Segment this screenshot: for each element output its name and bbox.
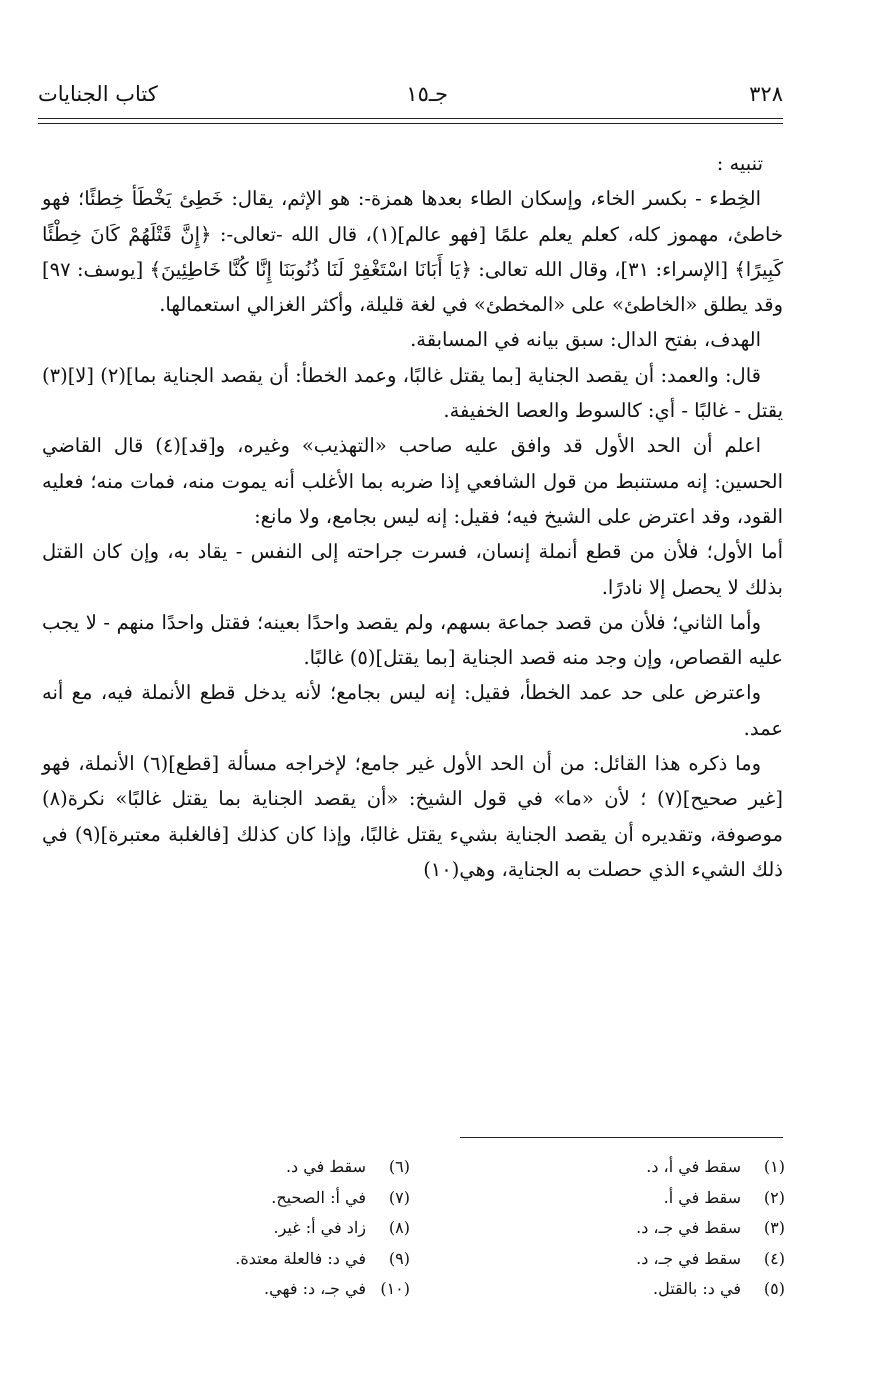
footnote-item: (٧)في أ: الصحيح. <box>271 1187 410 1207</box>
footnote-item: (٢)سقط في أ. <box>663 1187 785 1207</box>
page-number: ٣٢٨ <box>749 82 783 106</box>
paragraph: قال: والعمد: أن يقصد الجناية [بما يقتل غالبًا، وعمد الخطأ: أن يقصد الجناية بما](٢) [لا](٣) يقتل - غالبًا - أي: كالسوط والعصا الخفيفة. <box>42 363 783 423</box>
footnote-item: (٤)سقط في جـ، د. <box>636 1248 785 1268</box>
footnote-item: (٥)في د: بالقتل. <box>653 1279 785 1298</box>
paragraph: الهدف، بفتح الدال: سبق بيانه في المسابقة. <box>410 328 761 352</box>
section-heading: تنبيه : <box>716 152 763 175</box>
footnote-item: (٨)زاد في أ: غير. <box>273 1218 410 1237</box>
book-title: كتاب الجنايات <box>38 82 158 106</box>
footnote-item: (٩)في د: فالعلة معتدة. <box>235 1248 410 1268</box>
footnote-item: (١)سقط في أ، د. <box>646 1157 785 1176</box>
paragraph: أما الأول؛ فلأن من قطع أنملة إنسان، فسرت جراحته إلى النفس - يقاد به، وإن كان القتل بذلك لا يحصل إلا نادرًا. <box>42 540 783 599</box>
main-text <box>42 146 783 887</box>
paragraph: الخِطء - بكسر الخاء، وإسكان الطاء بعدها همزة-: هو الإثم، يقال: خَطِئ يَخْطَأ خِطئًا؛ فهو خاطئ، مهموز كله، كعلم يعلم علمًا [فهو عالم](١)، قال الله -تعالى-: ﴿إِنَّ قَتْلَهُمْ كَانَ خِطْئًا كَبِيرًا﴾ [الإسراء: ٣١]، وقال الله تعالى: ﴿يَا أَبَانَا اسْتَغْفِرْ لَنَا ذُنُوبَنَا إِنَّا كُنَّا خَاطِئِينَ﴾ [يوسف: ٩٧] وقد يطلق «الخاطئ» على «المخطئ» في لغة قليلة، وأكثر الغزالي استعمالها. <box>42 187 784 317</box>
footnote-item: (١٠)في جـ، د: فهي. <box>264 1279 410 1298</box>
paragraph: وما ذكره هذا القائل: من أن الحد الأول غير جامع؛ لإخراجه مسألة [قطع](٦) الأنملة، فهو [غير صحيح](٧) ؛ لأن «ما» في قول الشيخ: «أن يقصد الجناية بما يقتل غالبًا» نكرة(٨) موصوفة، وتقديره أن يقصد الجناية بشيء يقتل غالبًا، وإذا كان كذلك [فالغلبة معتبرة](٩) في ذلك الشيء الذي حصلت به الجناية، وهي(١٠) <box>42 752 783 881</box>
footnote-item: (٦)سقط في د. <box>285 1157 410 1176</box>
page-header <box>38 78 783 114</box>
paragraph: وأما الثاني؛ فلأن من قصد جماعة بسهم، ولم يقصد واحدًا بعينه؛ فقتل واحدًا منهم - لا يجب عليه القصاص، وإن وجد منه قصد الجناية [بما يقتل](٥) غالبًا. <box>42 610 783 670</box>
volume-label: جـ١٥ <box>406 82 448 106</box>
footnotes-right-column <box>485 1152 785 1305</box>
footnote-separator <box>460 1137 783 1138</box>
footnotes-left-column <box>110 1152 410 1305</box>
paragraph: واعترض على حد عمد الخطأ، فقيل: إنه ليس بجامع؛ لأنه يدخل قطع الأنملة فيه، مع أنه عمد. <box>42 681 783 740</box>
paragraph: اعلم أن الحد الأول قد وافق عليه صاحب «التهذيب» وغيره، و[قد](٤) قال القاضي الحسين: إنه مستنبط من قول الشافعي إذا ضربه بما الأغلب أنه يموت منه، فمات منه؛ فعليه القود، وقد اعترض على الشيخ فيه؛ فقيل: إنه ليس بجامع، ولا مانع: <box>42 434 783 528</box>
footnote-item: (٣)سقط في جـ، د. <box>636 1218 785 1237</box>
header-rule-top <box>38 118 783 119</box>
footnotes <box>180 1152 785 1312</box>
header-rule-bottom <box>38 123 783 124</box>
